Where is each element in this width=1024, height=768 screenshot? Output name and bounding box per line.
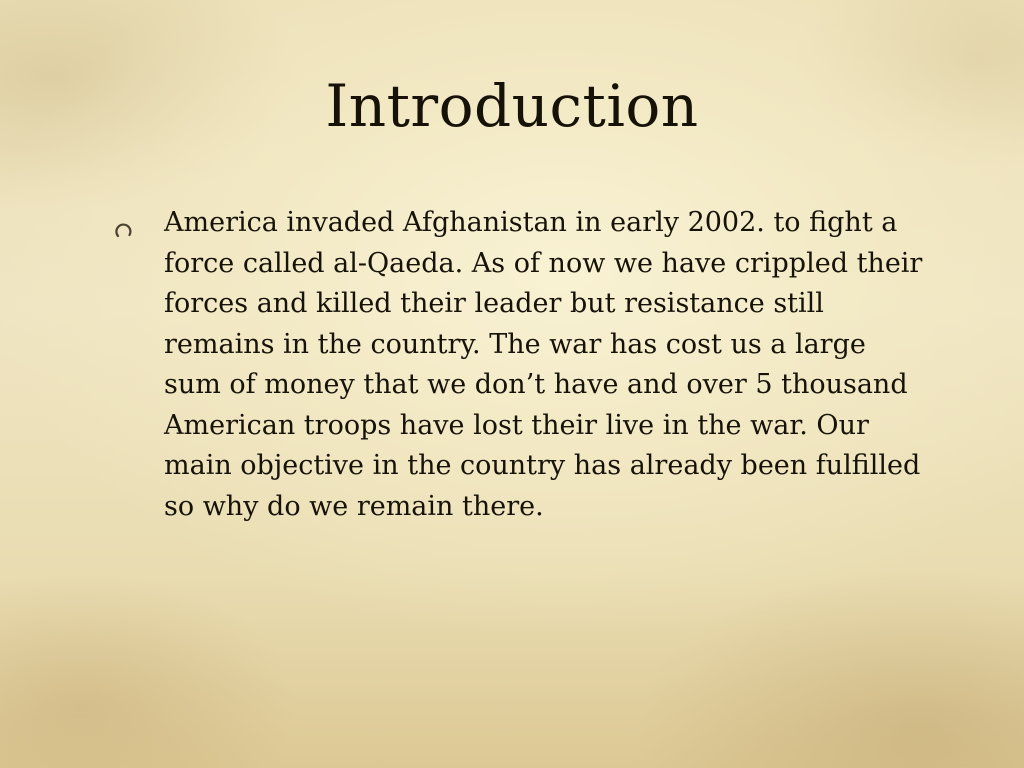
hollow-circle-bullet-icon — [114, 221, 134, 241]
bullet-text: America invaded Afghanistan in early 2002. to fight a force called al-Qaeda. As of now we have crippled their forces and killed their leader but resistance still remains in the country. The war has cost us a large sum of money that we don’t have and over 5 thousand American troops have lost their live in the war. Our main objective in the country has already been fulfilled so why do we remain there. — [164, 207, 923, 522]
slide-title: Introduction — [325, 72, 699, 140]
